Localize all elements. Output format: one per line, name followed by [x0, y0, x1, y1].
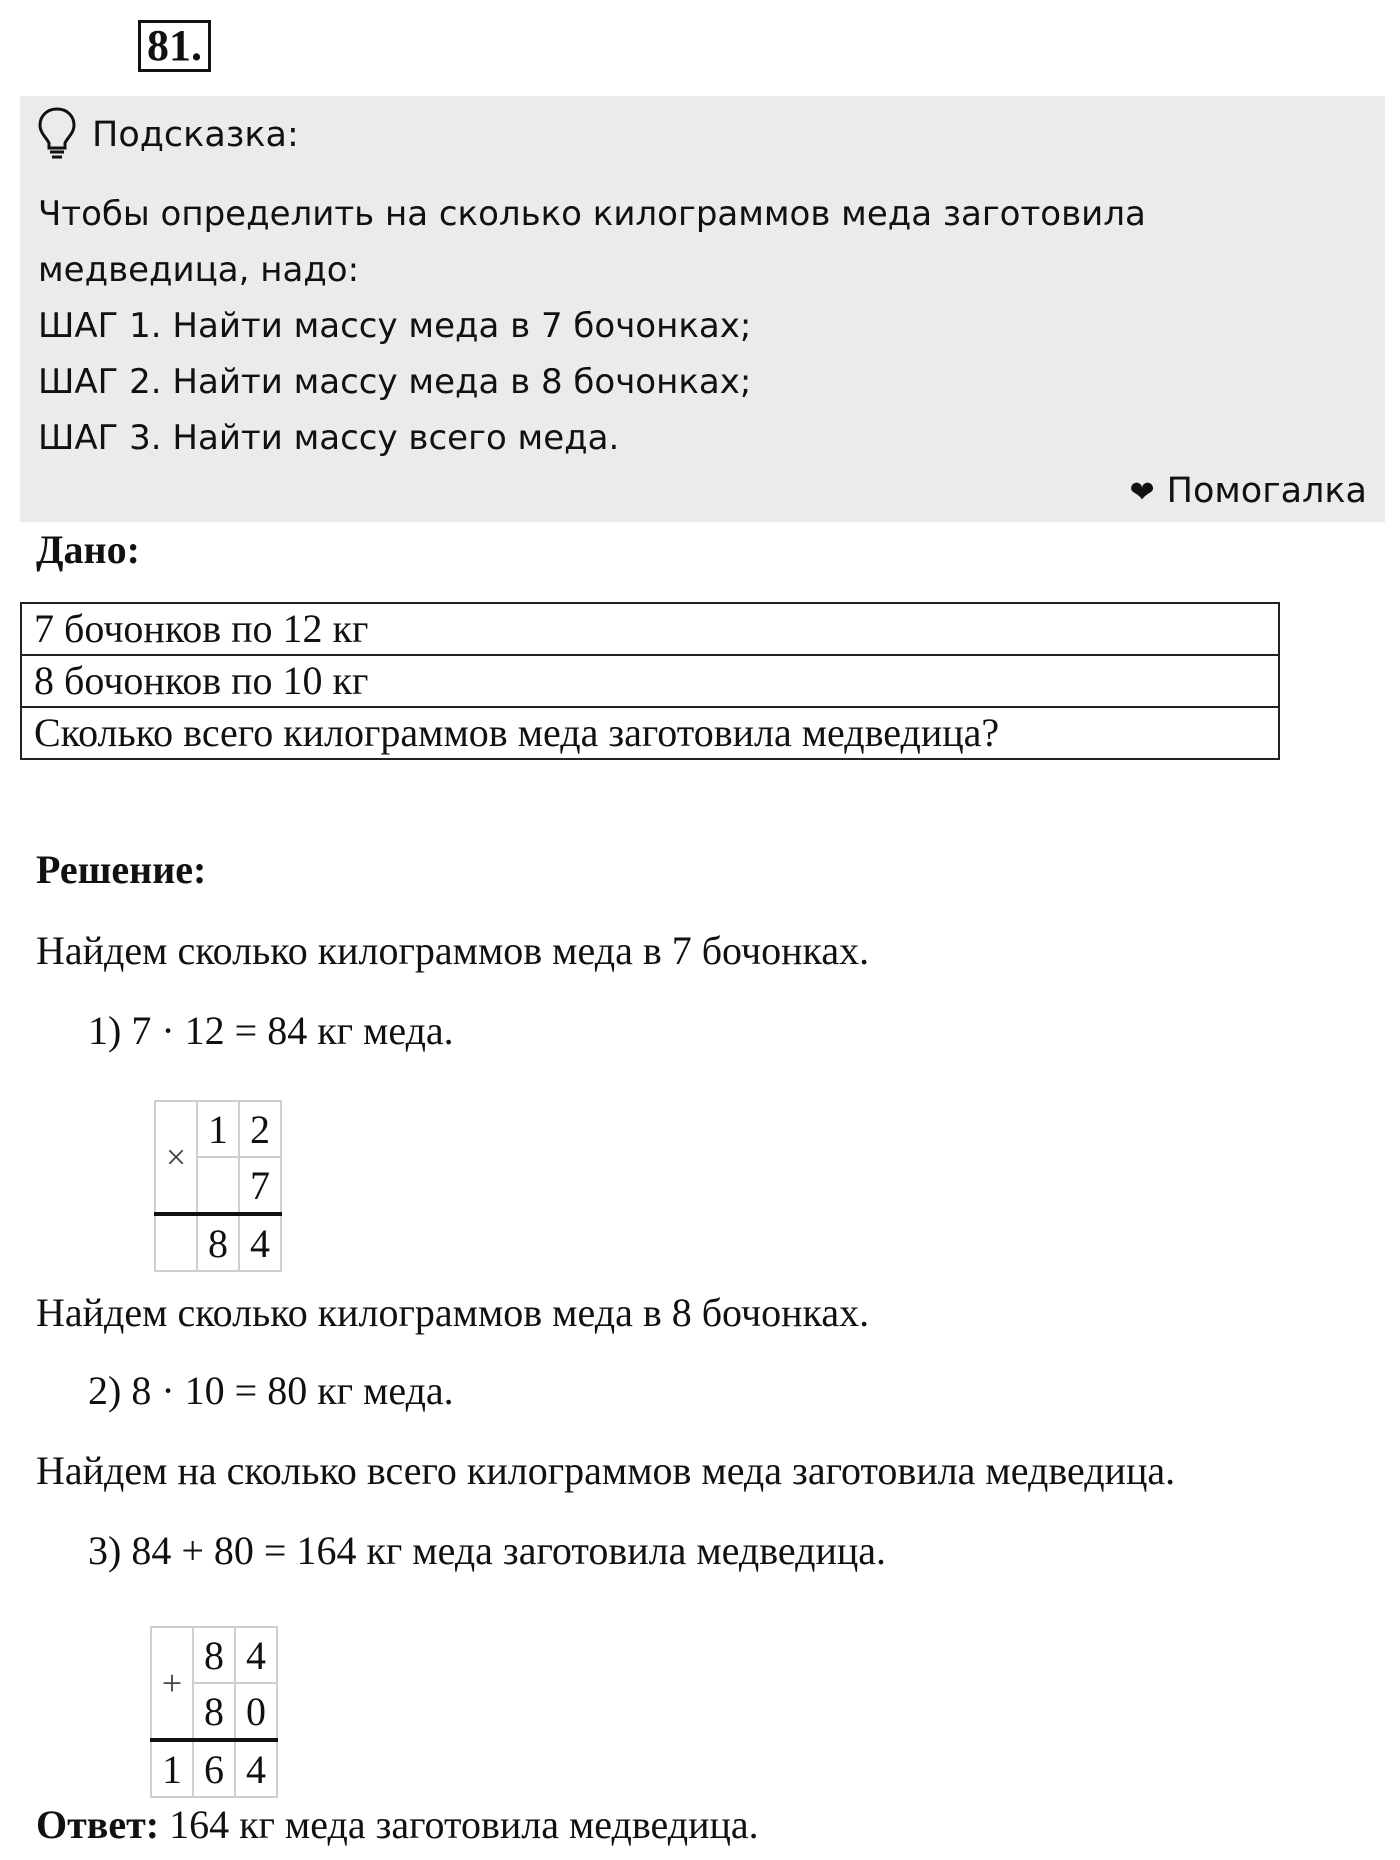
table-row [21, 707, 1279, 759]
solution-line-3: Найдем на сколько всего килограммов меда заготовила медведица. [36, 1448, 1176, 1493]
solution-line-1: Найдем сколько килограммов меда в 7 бочонках. [36, 928, 870, 973]
hint-step-3 [38, 410, 1358, 466]
given-row: 8 бочонков по 10 кг [21, 655, 1279, 707]
plus-sign: + [151, 1627, 193, 1740]
table-row [21, 655, 1279, 707]
answer-text: 164 кг меда заготовила медведица. [159, 1802, 759, 1847]
hint-step-2 [38, 354, 1358, 410]
given-title: Дано: [36, 527, 140, 572]
step-text: Найти массу всего меда. [172, 418, 620, 458]
digit: 8 [197, 1214, 239, 1271]
hint-box [20, 96, 1385, 522]
digit: 6 [193, 1740, 235, 1797]
digit: 2 [239, 1101, 281, 1157]
digit: 4 [235, 1740, 277, 1797]
multiply-sign: × [155, 1101, 197, 1214]
step-text: Найти массу меда в 7 бочонках; [172, 306, 752, 346]
heart-icon: ❤ [1129, 475, 1155, 510]
digit: 7 [239, 1157, 281, 1214]
step-label: ШАГ 3. [38, 418, 162, 458]
given-row: 7 бочонков по 12 кг [21, 603, 1279, 655]
given-row: Сколько всего килограммов меда заготовила медведица? [21, 707, 1279, 759]
solution-line-2: Найдем сколько килограммов меда в 8 бочонках. [36, 1290, 870, 1335]
equation-1: 1) 7 · 12 = 84 кг меда. [88, 1008, 454, 1053]
hint-title: Подсказка: [92, 115, 299, 155]
digit: 1 [151, 1740, 193, 1797]
brand-name: Помогалка [1166, 471, 1367, 511]
digit: 1 [197, 1101, 239, 1157]
lightbulb-icon [36, 106, 78, 162]
digit: 0 [235, 1683, 277, 1740]
problem-number: 81. [138, 20, 211, 72]
digit: 8 [193, 1683, 235, 1740]
table-row [21, 603, 1279, 655]
digit: 4 [235, 1627, 277, 1683]
equation-3: 3) 84 + 80 = 164 кг меда заготовила медведица. [88, 1528, 887, 1573]
brand [1130, 466, 1368, 518]
answer [36, 1800, 759, 1850]
hint-text [38, 186, 1358, 466]
addition-grid [150, 1626, 278, 1798]
answer-label: Ответ: [36, 1802, 160, 1847]
digit-empty [155, 1214, 197, 1271]
step-label: ШАГ 2. [38, 362, 162, 402]
step-label: ШАГ 1. [38, 306, 162, 346]
digit: 4 [239, 1214, 281, 1271]
digit [197, 1157, 239, 1214]
equation-2: 2) 8 · 10 = 80 кг меда. [88, 1368, 454, 1413]
hint-step-1 [38, 298, 1358, 354]
step-text: Найти массу меда в 8 бочонках; [172, 362, 752, 402]
digit: 8 [193, 1627, 235, 1683]
multiplication-grid [154, 1100, 282, 1272]
hint-intro: Чтобы определить на сколько килограммов меда заготовила медведица, надо: [38, 194, 1146, 290]
given-table [20, 602, 1280, 760]
solution-title: Решение: [36, 847, 207, 892]
